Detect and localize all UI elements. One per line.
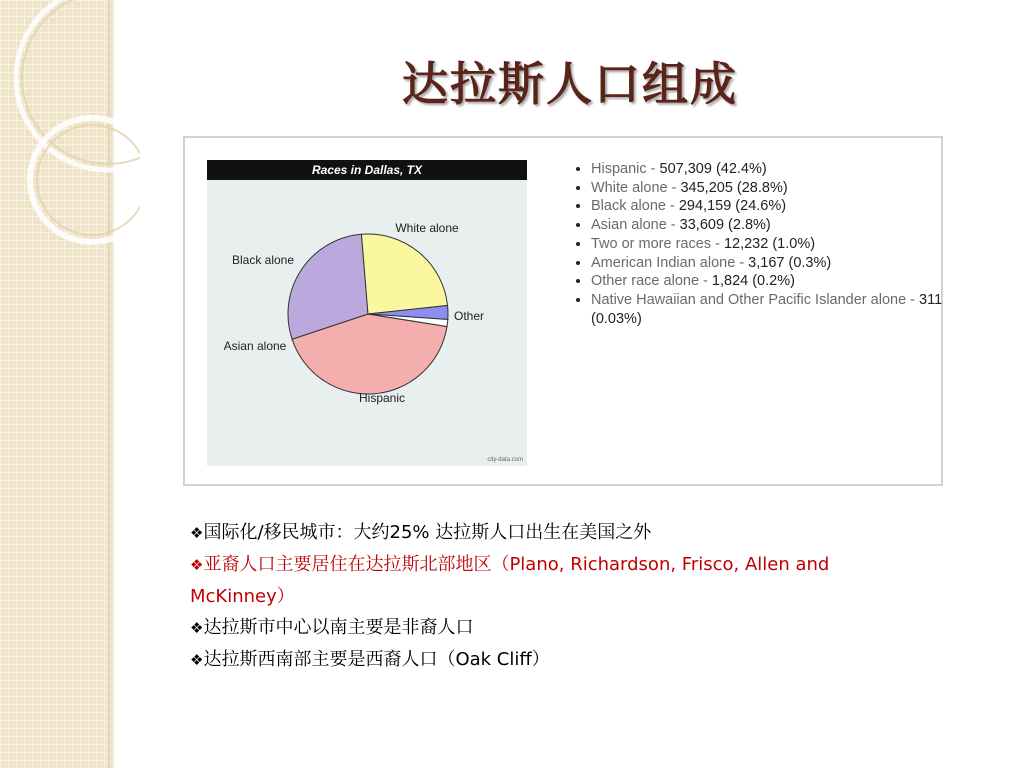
stat-item <box>591 272 951 291</box>
stat-label: American Indian alone - <box>591 254 749 271</box>
bullet-marker-icon: ❖ <box>190 651 204 669</box>
stat-item <box>591 160 951 179</box>
stat-item <box>591 216 951 235</box>
slide-title: 达拉斯人口组成 <box>402 57 738 111</box>
race-stats-list <box>573 160 951 328</box>
stat-value: 1,824 (0.2%) <box>711 273 795 290</box>
stat-label: Other race alone - <box>591 273 712 290</box>
pie-label-hispanic: Hispanic <box>358 391 406 405</box>
stat-value: 311 (0.03%) <box>591 291 943 327</box>
bullet-item <box>190 549 930 612</box>
stat-label: Two or more races - <box>591 235 724 252</box>
stat-value: 3,167 (0.3%) <box>748 254 832 271</box>
bullet-text: 亚裔人口主要居住在达拉斯北部地区（Plano, Richardson, Frisco, Allen and McKinney） <box>190 554 830 607</box>
stat-item <box>591 179 951 198</box>
pie-chart-canvas <box>207 160 527 466</box>
bullet-text: 达拉斯市中心以南主要是非裔人口 <box>203 617 474 638</box>
stat-label: White alone - <box>591 179 681 196</box>
stat-value: 345,205 (28.8%) <box>680 179 788 196</box>
stat-item <box>591 254 951 273</box>
stat-value: 12,232 (1.0%) <box>723 235 816 252</box>
pie-label-asian-alone: Asian alone <box>223 339 287 353</box>
stat-label: Native Hawaiian and Other Pacific Islander alone - <box>591 291 920 308</box>
bullet-list <box>190 517 930 676</box>
stat-label: Black alone - <box>591 198 679 215</box>
stat-label: Hispanic - <box>591 161 660 177</box>
pie-label-white-alone: White alone <box>395 221 459 235</box>
pie-label-other: Other <box>453 309 485 323</box>
stat-value: 294,159 (24.6%) <box>678 198 787 215</box>
pie-chart <box>207 160 527 466</box>
stat-label: Asian alone - <box>591 217 680 234</box>
bullet-item <box>190 644 930 676</box>
decorative-circles <box>0 0 140 260</box>
chart-title: Races in Dallas, TX <box>207 160 527 180</box>
stat-value: 33,609 (2.8%) <box>679 217 771 234</box>
pie-label-black-alone: Black alone <box>231 253 295 267</box>
bullet-marker-icon: ❖ <box>190 524 204 542</box>
stat-value: 507,309 (42.4%) <box>659 161 767 177</box>
bullet-marker-icon: ❖ <box>190 556 204 574</box>
watermark-text: city-data.com <box>487 457 523 463</box>
pie-slice-black-alone <box>361 234 447 314</box>
bullet-text: 达拉斯西南部主要是西裔人口（Oak Cliff） <box>203 649 550 670</box>
bullet-item <box>190 612 930 644</box>
figure-frame <box>183 136 943 486</box>
stat-item <box>591 235 951 254</box>
bullet-marker-icon: ❖ <box>190 619 204 637</box>
stat-item <box>591 197 951 216</box>
bullet-text: 国际化/移民城市：大约25% 达拉斯人口出生在美国之外 <box>203 522 652 543</box>
stat-item <box>591 291 951 328</box>
bullet-item <box>190 517 930 549</box>
